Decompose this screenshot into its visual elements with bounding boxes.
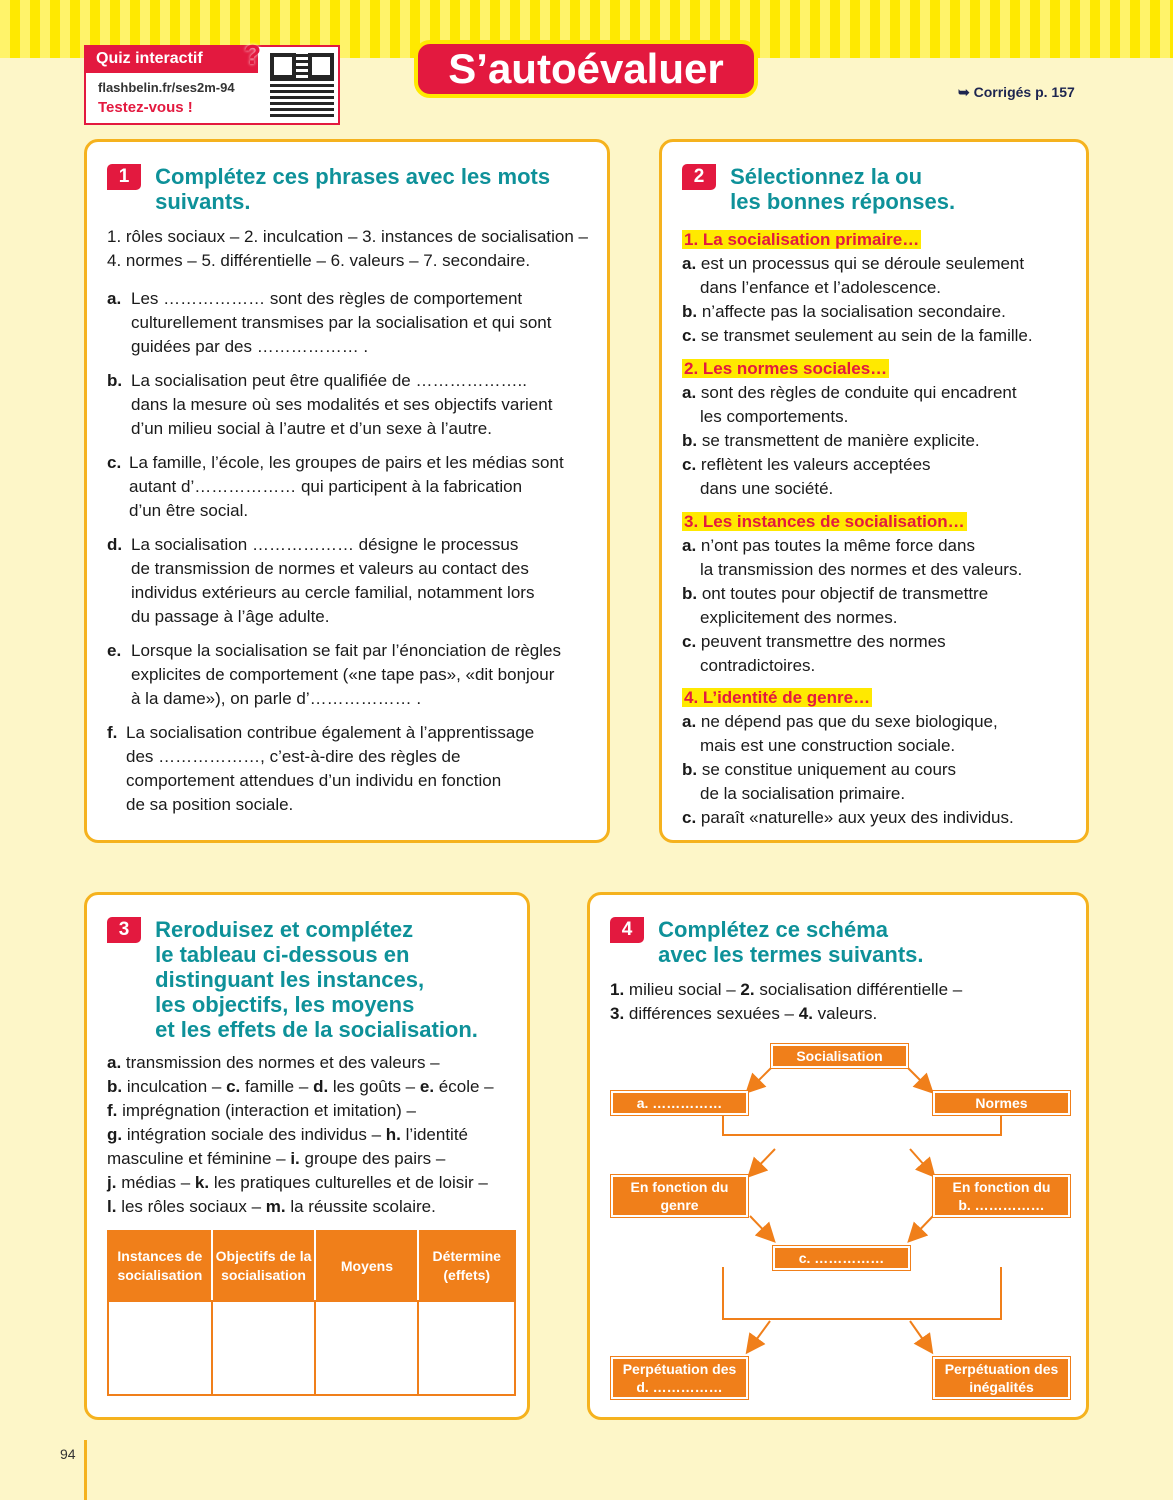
word-number: 4. xyxy=(798,1004,813,1023)
node-b[interactable]: En fonction du b. …………… xyxy=(933,1175,1070,1217)
list-letter: k. xyxy=(194,1173,210,1192)
word-list xyxy=(107,225,602,273)
word-line: 1. rôles sociaux – 2. inculcation – 3. instances de socialisation – xyxy=(107,227,588,246)
list-text: l’identité xyxy=(405,1125,469,1144)
exercise-item xyxy=(107,639,597,711)
answer-text: n’affecte pas la socialisation secondaire. xyxy=(701,302,1006,321)
node-a[interactable]: a. …………… xyxy=(611,1091,748,1115)
answer-text: sont des règles de conduite qui encadrent xyxy=(700,383,1017,402)
list-line xyxy=(107,1075,517,1099)
page-number: 94 xyxy=(60,1446,76,1462)
list-text: famille – xyxy=(245,1077,309,1096)
list-letter: j. xyxy=(107,1173,117,1192)
table-cell[interactable] xyxy=(315,1301,418,1395)
question-heading: 2. Les normes sociales… xyxy=(684,359,888,378)
exercise-item xyxy=(107,451,597,523)
item-line: guidées par des ……………… . xyxy=(131,337,369,356)
quiz-tag: Quiz interactif xyxy=(86,47,258,73)
answer-text-line: la transmission des normes et des valeurs. xyxy=(700,560,1023,579)
answer-letter: a. xyxy=(682,712,697,731)
list-line xyxy=(107,1123,517,1147)
answer-text-line: mais est une construction sociale. xyxy=(700,736,956,755)
answer-letter: a. xyxy=(682,536,697,555)
node-socialisation: Socialisation xyxy=(771,1044,908,1068)
answer-text: ne dépend pas que du sexe biologique, xyxy=(700,712,998,731)
table-cell[interactable] xyxy=(108,1301,212,1395)
answer-option[interactable] xyxy=(682,758,1082,806)
page-bar xyxy=(84,1440,87,1500)
answer-letter: b. xyxy=(682,584,698,603)
answer-letter: b. xyxy=(682,431,698,450)
table-header: Moyens xyxy=(315,1231,418,1301)
answer-text: peuvent transmettre des normes xyxy=(700,632,946,651)
list-line xyxy=(107,1171,517,1195)
exercise-number: 4 xyxy=(610,917,644,943)
answer-letter: c. xyxy=(682,632,697,651)
answer-letter: c. xyxy=(682,326,697,345)
question-block xyxy=(682,357,1082,501)
answer-option[interactable] xyxy=(682,710,1082,758)
list-line xyxy=(107,1099,517,1123)
question-mark-icon: ? xyxy=(244,39,262,70)
page-title: S’autoévaluer xyxy=(414,40,758,98)
word-number: 3. xyxy=(610,1004,625,1023)
answer-text: est un processus qui se déroule seulement xyxy=(700,254,1025,273)
item-line: La famille, l’école, les groupes de pairs et les médias sont xyxy=(129,453,564,472)
item-line: de sa position sociale. xyxy=(126,795,294,814)
question-block xyxy=(682,686,1082,830)
exercise-3-title: 3 Reroduisez et complétez le tableau ci-dessous en distinguant les instances, les objectifs, les moyens et les effets de la socialisation. xyxy=(107,917,527,1042)
list-text: la réussite scolaire. xyxy=(290,1197,436,1216)
list-text: les pratiques culturelles et de loisir – xyxy=(213,1173,488,1192)
quiz-url[interactable]: flashbelin.fr/ses2m-94 xyxy=(98,80,235,95)
list-text: les goûts – xyxy=(332,1077,416,1096)
item-line: Lorsque la socialisation se fait par l’énonciation de règles xyxy=(131,641,561,660)
list-text: école – xyxy=(438,1077,494,1096)
answer-text-line: dans une société. xyxy=(700,479,834,498)
item-line: culturellement transmises par la socialisation et qui sont xyxy=(131,313,552,332)
exercise-number: 1 xyxy=(107,164,141,190)
answer-letter: a. xyxy=(682,383,697,402)
exercise-number: 3 xyxy=(107,917,141,943)
exercise-item xyxy=(107,533,597,629)
socialisation-table xyxy=(107,1230,516,1396)
exercise-4-box xyxy=(587,892,1089,1420)
item-line: explicites de comportement («ne tape pas», «dit bonjour xyxy=(131,665,555,684)
table-header: Objectifs de la socialisation xyxy=(212,1231,316,1301)
exercise-2-box xyxy=(659,139,1089,843)
list-line xyxy=(107,1051,517,1075)
answer-letter: c. xyxy=(682,808,697,827)
quiz-test: Testez-vous ! xyxy=(98,99,193,116)
item-line: à la dame»), on parle d’……………… . xyxy=(131,689,422,708)
answer-letter: b. xyxy=(682,302,698,321)
item-letter: a. xyxy=(107,289,122,308)
list-text: inculcation – xyxy=(126,1077,222,1096)
exercise-item xyxy=(107,721,597,817)
item-line: dans la mesure où ses modalités et ses objectifs varient xyxy=(131,395,553,414)
qr-code-icon[interactable] xyxy=(270,53,334,117)
answer-option[interactable] xyxy=(682,381,1082,429)
exercise-1-title: 1 Complétez ces phrases avec les mots suivants. xyxy=(107,164,587,214)
exercise-number: 2 xyxy=(682,164,716,190)
word-text: milieu social – xyxy=(628,980,736,999)
word-text: différences sexuées – xyxy=(628,1004,794,1023)
arrow-right-icon: ➥ xyxy=(958,84,974,100)
node-genre: En fonction du genre xyxy=(611,1175,748,1217)
answer-text-line: contradictoires. xyxy=(700,656,816,675)
word-text: socialisation différentielle – xyxy=(759,980,963,999)
table-cell[interactable] xyxy=(212,1301,316,1395)
item-line: d’un milieu social à l’autre et d’un sexe à l’autre. xyxy=(131,419,492,438)
answer-letter: c. xyxy=(682,455,697,474)
word-line: 4. normes – 5. différentielle – 6. valeurs – 7. secondaire. xyxy=(107,251,531,270)
answer-option[interactable] xyxy=(682,324,1082,348)
word-text: valeurs. xyxy=(817,1004,878,1023)
answer-text: ont toutes pour objectif de transmettre xyxy=(701,584,989,603)
item-line: du passage à l’âge adulte. xyxy=(131,607,330,626)
item-line: de transmission de normes et valeurs au contact des xyxy=(131,559,529,578)
item-line: La socialisation peut être qualifiée de ……………….. xyxy=(131,371,527,390)
item-letter: b. xyxy=(107,371,123,390)
answer-option[interactable] xyxy=(682,252,1082,300)
exercise-2-title: 2 Sélectionnez la ou les bonnes réponses. xyxy=(682,164,1082,214)
answer-text-line: dans l’enfance et l’adolescence. xyxy=(700,278,941,297)
node-normes: Normes xyxy=(933,1091,1070,1115)
item-line: individus extérieurs au cercle familial, notamment lors xyxy=(131,583,535,602)
schema-arrows xyxy=(590,895,1086,1417)
list-letter: i. xyxy=(290,1149,300,1168)
word-number: 1. xyxy=(610,980,625,999)
answer-text: reflètent les valeurs acceptées xyxy=(700,455,931,474)
word-number: 2. xyxy=(740,980,755,999)
item-line: des ………………, c’est-à-dire des règles de xyxy=(126,747,461,766)
list-letter: h. xyxy=(385,1125,401,1144)
list-letter: d. xyxy=(313,1077,329,1096)
answer-letter: b. xyxy=(682,760,698,779)
item-line: La socialisation contribue également à l’apprentissage xyxy=(126,723,535,742)
list-letter: g. xyxy=(107,1125,123,1144)
list-text: imprégnation (interaction et imitation) – xyxy=(122,1101,416,1120)
answer-letter: a. xyxy=(682,254,697,273)
quiz-box[interactable] xyxy=(84,39,340,125)
item-line: comportement attendues d’un individu en fonction xyxy=(126,771,502,790)
node-d[interactable]: Perpétuation des d. …………… xyxy=(611,1357,748,1399)
table-header: Instances de socialisation xyxy=(108,1231,212,1301)
question-heading: 3. Les instances de socialisation… xyxy=(684,512,965,531)
list-letter: c. xyxy=(226,1077,241,1096)
list-text: groupe des pairs – xyxy=(304,1149,446,1168)
list-text: masculine et féminine – xyxy=(107,1149,286,1168)
list-letter: f. xyxy=(107,1101,118,1120)
answer-option[interactable] xyxy=(682,429,1082,453)
answer-option[interactable] xyxy=(682,453,1082,501)
item-letter: e. xyxy=(107,641,122,660)
list-line xyxy=(107,1147,517,1171)
exercise-1-box xyxy=(84,139,610,843)
item-line: Les ……………… sont des règles de comportement xyxy=(131,289,523,308)
question-heading: 4. L’identité de genre… xyxy=(684,688,871,707)
exercise-3-list xyxy=(107,1051,517,1219)
list-text: intégration sociale des individus – xyxy=(126,1125,382,1144)
list-letter: a. xyxy=(107,1053,122,1072)
corriges-link[interactable]: ➥ Corrigés p. 157 xyxy=(958,84,1075,100)
exercise-item xyxy=(107,287,597,359)
answer-option[interactable] xyxy=(682,806,1082,830)
list-text: les rôles sociaux – xyxy=(121,1197,262,1216)
item-letter: d. xyxy=(107,535,123,554)
list-text: transmission des normes et des valeurs – xyxy=(125,1053,440,1072)
answer-option[interactable] xyxy=(682,630,1082,678)
exercise-3-box xyxy=(84,892,530,1420)
list-letter: e. xyxy=(419,1077,435,1096)
list-letter: b. xyxy=(107,1077,123,1096)
item-line: La socialisation ……………… désigne le processus xyxy=(131,535,519,554)
answer-option[interactable] xyxy=(682,582,1082,630)
item-line: d’un être social. xyxy=(129,501,249,520)
answer-text: se transmet seulement au sein de la famille. xyxy=(700,326,1033,345)
item-line: autant d’……………… qui participent à la fabrication xyxy=(129,477,523,496)
exercise-item xyxy=(107,369,597,441)
item-letter: c. xyxy=(107,453,122,472)
list-letter: l. xyxy=(107,1197,117,1216)
question-block xyxy=(682,510,1082,678)
answer-text-line: explicitement des normes. xyxy=(700,608,898,627)
question-block xyxy=(682,228,1082,348)
answer-text-line: les comportements. xyxy=(700,407,849,426)
table-header: Détermine (effets) xyxy=(418,1231,515,1301)
question-heading: 1. La socialisation primaire… xyxy=(684,230,920,249)
item-letter: f. xyxy=(107,723,118,742)
answer-text: paraît «naturelle» aux yeux des individus. xyxy=(700,808,1014,827)
table-cell[interactable] xyxy=(418,1301,515,1395)
node-c[interactable]: c. …………… xyxy=(773,1246,910,1270)
answer-option[interactable] xyxy=(682,300,1082,324)
list-letter: m. xyxy=(265,1197,286,1216)
exercise-4-title: 4 Complétez ce schéma avec les termes suivants. xyxy=(610,917,1070,967)
list-text: médias – xyxy=(121,1173,191,1192)
answer-text: se constitue uniquement au cours xyxy=(701,760,957,779)
list-line xyxy=(107,1195,517,1219)
answer-text: n’ont pas toutes la même force dans xyxy=(700,536,975,555)
answer-option[interactable] xyxy=(682,534,1082,582)
node-inegalites: Perpétuation des inégalités xyxy=(933,1357,1070,1399)
answer-text: se transmettent de manière explicite. xyxy=(701,431,980,450)
answer-text-line: de la socialisation primaire. xyxy=(700,784,906,803)
